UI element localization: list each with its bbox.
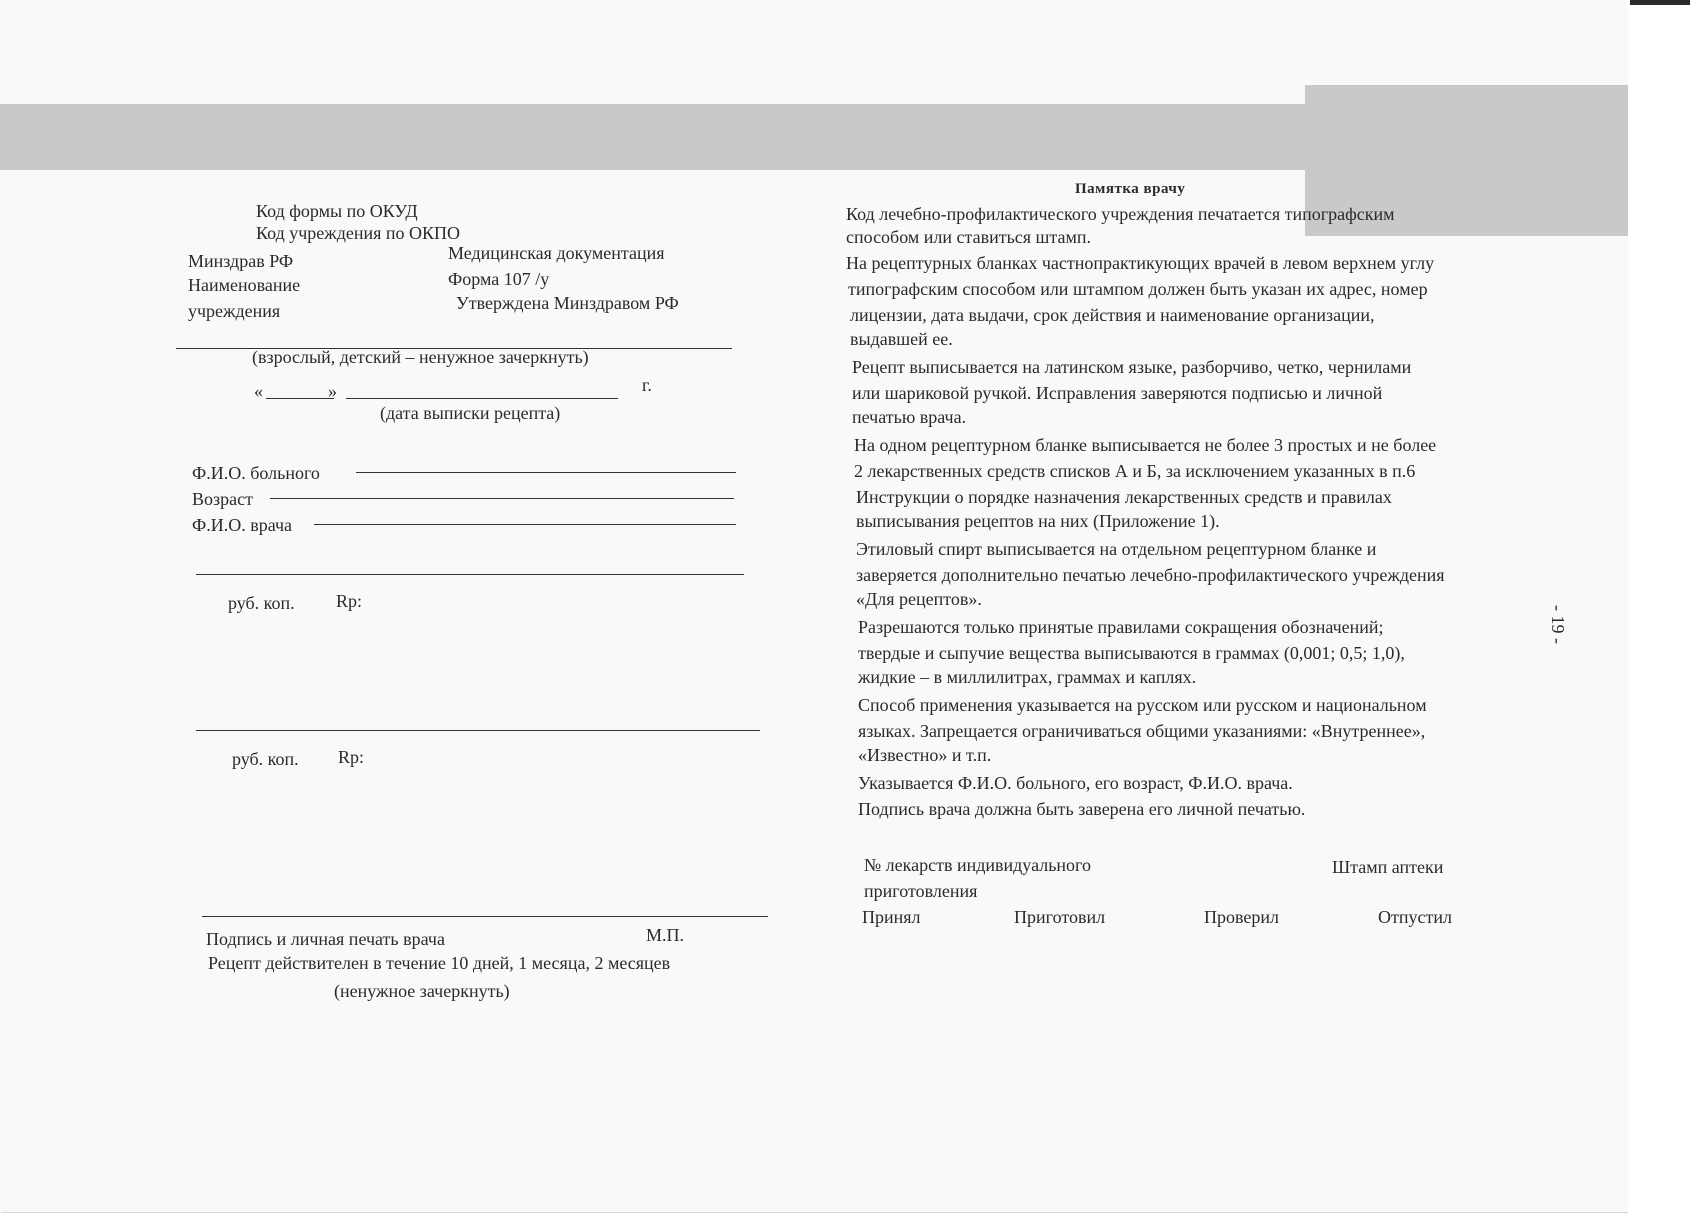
memo-line: Инструкции о порядке назначения лекарственных средств и правилах — [856, 487, 1392, 507]
memo-line: Этиловый спирт выписывается на отдельном рецептурном бланке и — [856, 539, 1377, 559]
institution-label: учреждения — [188, 301, 281, 321]
validity-note: (ненужное зачеркнуть) — [334, 981, 510, 1001]
date-month-line — [346, 398, 618, 399]
form-number: Форма 107 /у — [448, 269, 550, 289]
drug-number-label: № лекарств индивидуального — [864, 855, 1091, 875]
checked-label: Проверил — [1204, 907, 1279, 927]
rx-separator-1 — [196, 574, 744, 575]
approved-label: Утверждена Минздравом РФ — [456, 293, 679, 313]
rp-label-1: Rp: — [336, 591, 363, 611]
memo-line: языках. Запрещается ограничиваться общими указаниями: «Внутреннее», — [858, 721, 1426, 741]
memo-line: или шариковой ручкой. Исправления заверяются подписью и личной — [852, 383, 1383, 403]
memo-line: Подпись врача должна быть заверена его личной печатью. — [858, 799, 1306, 819]
memo-line: Рецепт выписывается на латинском языке, разборчиво, четко, чернилами — [852, 357, 1412, 377]
accepted-label: Принял — [862, 907, 921, 927]
memo-line: 2 лекарственных средств списков А и Б, за исключением указанных в п.6 — [854, 461, 1416, 481]
date-open-quote: « — [254, 381, 263, 401]
date-caption: (дата выписки рецепта) — [380, 403, 561, 423]
prepared-label: Приготовил — [1014, 907, 1106, 927]
pharmacy-stamp-label: Штамп аптеки — [1332, 857, 1444, 877]
memo-line: заверяется дополнительно печатью лечебно-профилактического учреждения — [856, 565, 1445, 585]
price-label-2: руб. коп. — [232, 749, 299, 769]
patient-type-label: (взрослый, детский – ненужное зачеркнуть) — [252, 347, 589, 367]
memo-line: Способ применения указывается на русском или русском и национальном — [858, 695, 1427, 715]
patient-name-line[interactable] — [356, 472, 736, 473]
released-label: Отпустил — [1378, 907, 1452, 927]
preparation-label: приготовления — [864, 881, 978, 901]
patient-name-label: Ф.И.О. больного — [192, 463, 320, 483]
corner-mark — [1630, 0, 1690, 5]
memo-line: лицензии, дата выдачи, срок действия и наименование организации, — [850, 305, 1375, 325]
med-doc-label: Медицинская документация — [448, 243, 665, 263]
validity-label: Рецепт действителен в течение 10 дней, 1 месяца, 2 месяцев — [208, 953, 671, 973]
name-label: Наименование — [188, 275, 301, 295]
memo-line: выписывания рецептов на них (Приложение 1). — [856, 511, 1220, 531]
memo-line: «Известно» и т.п. — [858, 745, 992, 765]
date-day-line — [266, 398, 334, 399]
page-number: - 19 - — [1548, 605, 1568, 644]
signature-label: Подпись и личная печать врача — [206, 929, 445, 949]
mp-label: М.П. — [646, 925, 685, 945]
memo-line: Указывается Ф.И.О. больного, его возраст, Ф.И.О. врача. — [858, 773, 1293, 793]
memo-line: На рецептурных бланках частнопрактикующих врачей в левом верхнем углу — [846, 253, 1435, 273]
year-suffix: г. — [642, 375, 652, 395]
signature-line — [202, 916, 768, 917]
doctor-name-line[interactable] — [314, 524, 736, 525]
okud-label: Код формы по ОКУД — [256, 201, 418, 221]
memo-line: Код лечебно-профилактического учреждения печатается типографским — [846, 204, 1395, 224]
rp-label-2: Rp: — [338, 747, 365, 767]
memo-line: На одном рецептурном бланке выписывается не более 3 простых и не более — [854, 435, 1437, 455]
memo-line: твердые и сыпучие вещества выписываются в граммах (0,001; 0,5; 1,0), — [858, 643, 1405, 663]
age-label: Возраст — [192, 489, 253, 509]
doctor-name-label: Ф.И.О. врача — [192, 515, 293, 535]
age-line[interactable] — [270, 498, 734, 499]
ministry-label: Минздрав РФ — [188, 251, 294, 271]
rx-separator-2 — [196, 730, 760, 731]
memo-line: выдавшей ее. — [850, 329, 953, 349]
memo-line: жидкие – в миллилитрах, граммах и каплях. — [858, 667, 1197, 687]
date-close-quote: » — [328, 381, 337, 401]
memo-line: «Для рецептов». — [856, 589, 982, 609]
memo-line: типографским способом или штампом должен быть указан их адрес, номер — [848, 279, 1428, 299]
okpo-label: Код учреждения по ОКПО — [256, 223, 461, 243]
memo-line: Разрешаются только принятые правилами сокращения обозначений; — [858, 617, 1384, 637]
price-label-1: руб. коп. — [228, 593, 295, 613]
memo-title: Памятка врачу — [1075, 181, 1186, 197]
margin-area — [1628, 0, 1708, 1227]
memo-line: печатью врача. — [852, 407, 967, 427]
memo-line: способом или ставиться штамп. — [846, 227, 1092, 247]
